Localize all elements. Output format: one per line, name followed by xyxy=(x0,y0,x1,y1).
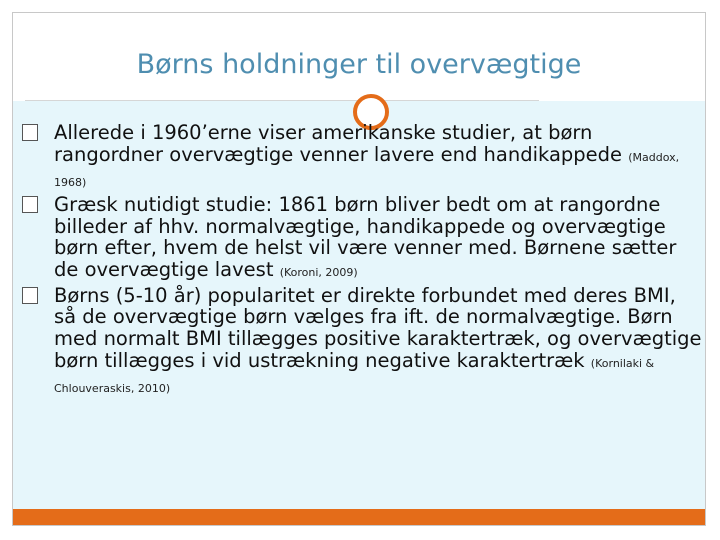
footer-bar xyxy=(13,509,705,525)
bullet-citation-2: (Koroni, 2009) xyxy=(279,266,358,280)
bullet-item-2 xyxy=(22,194,702,284)
square-bullet-icon xyxy=(22,124,38,141)
bullet-text-3: Børns (5-10 år) popularitet er direkte forbundet med deres BMI, så de overvægtige børn vælges fra ift. de normalvægtige. Børn med normalt BMI tillægges positive karaktertræk, og overvægtige børn tillægges i vid ustrækning negative karaktertræk xyxy=(54,283,702,372)
bullet-item-3 xyxy=(22,285,702,400)
square-bullet-icon xyxy=(22,196,38,213)
bullet-list xyxy=(22,122,702,400)
bullet-citation-3: (Kornilaki & Chlouveraskis, 2010) xyxy=(54,356,655,395)
bullet-item-1 xyxy=(22,122,702,193)
bullet-citation-1: (Maddox, 1968) xyxy=(54,150,680,189)
slide-title: Børns holdninger til overvægtige xyxy=(136,49,582,80)
bullet-text-1: Allerede i 1960’erne viser amerikanske studier, at børn rangordner overvægtige venner lavere end handikappede xyxy=(54,121,623,166)
square-bullet-icon xyxy=(22,287,38,304)
title-area xyxy=(13,13,705,101)
bullet-text-2: Græsk nutidigt studie: 1861 børn bliver bedt om at rangordne billeder af hhv. normalvægtige, handikappede og overvægtige børn efter, hvem de helst vil være venner med. Børnene sætter de overvægtige lavest xyxy=(54,192,677,282)
